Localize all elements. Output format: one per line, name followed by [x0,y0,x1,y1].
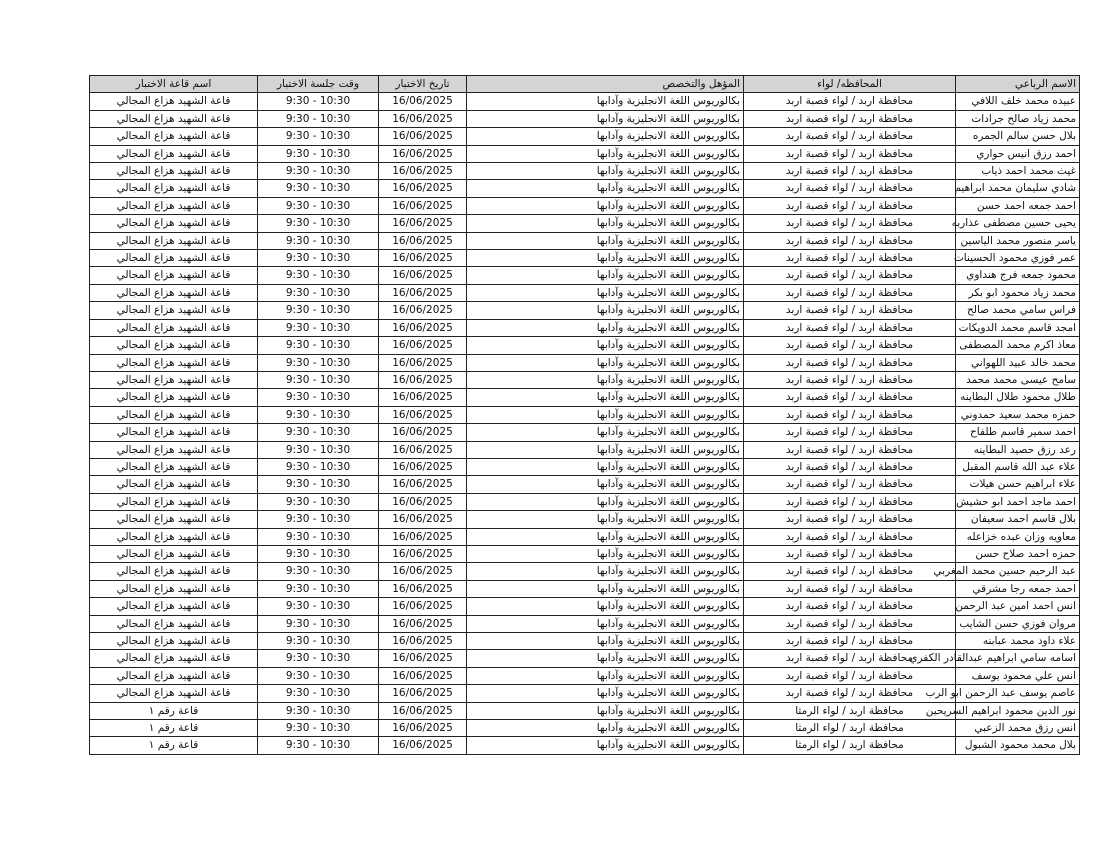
cell-governorate: محافظة اربد / لواء الرمثا [744,702,956,719]
cell-date: 16/06/2025 [379,650,467,667]
table-row [90,458,1080,475]
cell-governorate: محافظة اربد / لواء قصبة اربد [744,528,956,545]
cell-governorate: محافظة اربد / لواء قصبة اربد [744,145,956,162]
cell-room: قاعة الشهيد هزاع المجالي [90,232,258,249]
cell-governorate: محافظة اربد / لواء قصبة اربد [744,267,956,284]
table-row [90,598,1080,615]
cell-room: قاعة الشهيد هزاع المجالي [90,685,258,702]
table-row [90,180,1080,197]
cell-date: 16/06/2025 [379,302,467,319]
table-row [90,371,1080,388]
table-row [90,197,1080,214]
cell-qualification: بكالوريوس اللغة الانجليزية وآدابها [467,702,744,719]
cell-time: 9:30 - 10:30 [258,163,379,180]
cell-name: انس علي محمود يوسف [956,667,1080,684]
cell-name: مروان فوزي حسن الشايب [956,615,1080,632]
cell-time: 9:30 - 10:30 [258,93,379,110]
cell-room: قاعة الشهيد هزاع المجالي [90,528,258,545]
cell-room: قاعة الشهيد هزاع المجالي [90,476,258,493]
cell-name: احمد سمير قاسم طلفاح [956,424,1080,441]
cell-room: قاعة الشهيد هزاع المجالي [90,319,258,336]
header-governorate: المحافظه/ لواء [744,76,956,93]
exam-roster-sheet [89,75,1079,755]
cell-qualification: بكالوريوس اللغة الانجليزية وآدابها [467,615,744,632]
cell-time: 9:30 - 10:30 [258,145,379,162]
cell-qualification: بكالوريوس اللغة الانجليزية وآدابها [467,110,744,127]
cell-room: قاعة الشهيد هزاع المجالي [90,493,258,510]
cell-time: 9:30 - 10:30 [258,528,379,545]
cell-qualification: بكالوريوس اللغة الانجليزية وآدابها [467,493,744,510]
cell-room: قاعة الشهيد هزاع المجالي [90,563,258,580]
cell-governorate: محافظة اربد / لواء قصبة اربد [744,197,956,214]
cell-room: قاعة الشهيد هزاع المجالي [90,424,258,441]
cell-qualification: بكالوريوس اللغة الانجليزية وآدابها [467,284,744,301]
cell-qualification: بكالوريوس اللغة الانجليزية وآدابها [467,302,744,319]
cell-time: 9:30 - 10:30 [258,720,379,737]
cell-governorate: محافظة اربد / لواء قصبة اربد [744,163,956,180]
cell-room: قاعة الشهيد هزاع المجالي [90,302,258,319]
cell-date: 16/06/2025 [379,685,467,702]
cell-name: احمد رزق انيس حواري [956,145,1080,162]
cell-qualification: بكالوريوس اللغة الانجليزية وآدابها [467,441,744,458]
cell-room: قاعة الشهيد هزاع المجالي [90,406,258,423]
cell-time: 9:30 - 10:30 [258,232,379,249]
cell-date: 16/06/2025 [379,720,467,737]
cell-governorate: محافظة اربد / لواء قصبة اربد [744,615,956,632]
cell-date: 16/06/2025 [379,563,467,580]
cell-name: علاء ابراهيم حسن هيلات [956,476,1080,493]
cell-time: 9:30 - 10:30 [258,476,379,493]
cell-date: 16/06/2025 [379,406,467,423]
cell-qualification: بكالوريوس اللغة الانجليزية وآدابها [467,720,744,737]
table-row [90,580,1080,597]
cell-name: اسامه سامي ابراهيم عبدالقادر الكفري [956,650,1080,667]
cell-time: 9:30 - 10:30 [258,284,379,301]
cell-qualification: بكالوريوس اللغة الانجليزية وآدابها [467,406,744,423]
cell-time: 9:30 - 10:30 [258,650,379,667]
cell-name: علاء داود محمد عبابنه [956,633,1080,650]
table-row [90,215,1080,232]
cell-qualification: بكالوريوس اللغة الانجليزية وآدابها [467,128,744,145]
cell-name: سامح عيسى محمد محمد [956,371,1080,388]
table-row [90,493,1080,510]
table-row [90,563,1080,580]
cell-date: 16/06/2025 [379,93,467,110]
table-row [90,128,1080,145]
cell-name: بلال محمد محمود الشبول [956,737,1080,754]
cell-room: قاعة رقم ١ [90,720,258,737]
table-row [90,145,1080,162]
cell-governorate: محافظة اربد / لواء قصبة اربد [744,650,956,667]
header-row [90,76,1080,93]
cell-governorate: محافظة اربد / لواء قصبة اربد [744,580,956,597]
table-row [90,720,1080,737]
table-row [90,389,1080,406]
cell-room: قاعة الشهيد هزاع المجالي [90,354,258,371]
cell-room: قاعة الشهيد هزاع المجالي [90,511,258,528]
cell-time: 9:30 - 10:30 [258,458,379,475]
cell-governorate: محافظة اربد / لواء قصبة اربد [744,667,956,684]
cell-room: قاعة الشهيد هزاع المجالي [90,545,258,562]
cell-room: قاعة الشهيد هزاع المجالي [90,371,258,388]
cell-room: قاعة الشهيد هزاع المجالي [90,110,258,127]
cell-room: قاعة الشهيد هزاع المجالي [90,441,258,458]
cell-date: 16/06/2025 [379,337,467,354]
cell-date: 16/06/2025 [379,371,467,388]
table-row [90,615,1080,632]
table-row [90,667,1080,684]
cell-qualification: بكالوريوس اللغة الانجليزية وآدابها [467,93,744,110]
cell-date: 16/06/2025 [379,354,467,371]
cell-date: 16/06/2025 [379,667,467,684]
table-row [90,650,1080,667]
cell-governorate: محافظة اربد / لواء قصبة اربد [744,337,956,354]
table-row [90,267,1080,284]
cell-name: عاصم يوسف عبد الرحمن ابو الرب [956,685,1080,702]
cell-time: 9:30 - 10:30 [258,267,379,284]
table-row [90,250,1080,267]
cell-date: 16/06/2025 [379,511,467,528]
cell-governorate: محافظة اربد / لواء قصبة اربد [744,319,956,336]
cell-governorate: محافظة اربد / لواء قصبة اربد [744,128,956,145]
cell-time: 9:30 - 10:30 [258,128,379,145]
cell-room: قاعة الشهيد هزاع المجالي [90,267,258,284]
cell-room: قاعة الشهيد هزاع المجالي [90,93,258,110]
table-row [90,406,1080,423]
cell-qualification: بكالوريوس اللغة الانجليزية وآدابها [467,737,744,754]
cell-room: قاعة رقم ١ [90,702,258,719]
cell-name: حمزه محمد سعيد حمدوني [956,406,1080,423]
cell-time: 9:30 - 10:30 [258,667,379,684]
cell-governorate: محافظة اربد / لواء قصبة اربد [744,354,956,371]
cell-name: محمد خالد عبيد اللهواني [956,354,1080,371]
table-row [90,702,1080,719]
cell-governorate: محافظة اربد / لواء قصبة اربد [744,563,956,580]
header-name: الاسم الرباعي [956,76,1080,93]
cell-date: 16/06/2025 [379,441,467,458]
cell-room: قاعة الشهيد هزاع المجالي [90,337,258,354]
exam-roster-table [89,75,1080,755]
cell-name: انس احمد امين عبد الرحمن [956,598,1080,615]
table-row [90,424,1080,441]
cell-date: 16/06/2025 [379,633,467,650]
header-qualification: المؤهل والتخصص [467,76,744,93]
cell-time: 9:30 - 10:30 [258,545,379,562]
cell-name: معاذ اكرم محمد المصطفى [956,337,1080,354]
cell-governorate: محافظة اربد / لواء قصبة اربد [744,232,956,249]
cell-time: 9:30 - 10:30 [258,511,379,528]
cell-name: امجد قاسم محمد الدويكات [956,319,1080,336]
cell-governorate: محافظة اربد / لواء قصبة اربد [744,598,956,615]
cell-date: 16/06/2025 [379,476,467,493]
cell-name: غيث محمد احمد ذياب [956,163,1080,180]
table-row [90,633,1080,650]
cell-qualification: بكالوريوس اللغة الانجليزية وآدابها [467,528,744,545]
cell-governorate: محافظة اربد / لواء قصبة اربد [744,424,956,441]
cell-name: حمزه احمد صلاح حسن [956,545,1080,562]
table-row [90,93,1080,110]
cell-time: 9:30 - 10:30 [258,197,379,214]
cell-time: 9:30 - 10:30 [258,319,379,336]
cell-governorate: محافظة اربد / لواء قصبة اربد [744,406,956,423]
cell-time: 9:30 - 10:30 [258,685,379,702]
cell-governorate: محافظة اربد / لواء قصبة اربد [744,110,956,127]
cell-qualification: بكالوريوس اللغة الانجليزية وآدابها [467,545,744,562]
table-row [90,685,1080,702]
table-row [90,354,1080,371]
cell-qualification: بكالوريوس اللغة الانجليزية وآدابها [467,250,744,267]
cell-qualification: بكالوريوس اللغة الانجليزية وآدابها [467,667,744,684]
cell-name: شادي سليمان محمد ابراهيم [956,180,1080,197]
cell-date: 16/06/2025 [379,702,467,719]
cell-name: يحيى حسين مصطفى عذاربه [956,215,1080,232]
cell-date: 16/06/2025 [379,197,467,214]
cell-qualification: بكالوريوس اللغة الانجليزية وآدابها [467,145,744,162]
header-room: اسم قاعة الاختبار [90,76,258,93]
cell-date: 16/06/2025 [379,458,467,475]
cell-date: 16/06/2025 [379,528,467,545]
cell-name: معاويه وزان عبده خزاعله [956,528,1080,545]
cell-time: 9:30 - 10:30 [258,702,379,719]
cell-room: قاعة الشهيد هزاع المجالي [90,615,258,632]
cell-date: 16/06/2025 [379,267,467,284]
table-row [90,110,1080,127]
table-row [90,302,1080,319]
cell-qualification: بكالوريوس اللغة الانجليزية وآدابها [467,633,744,650]
cell-room: قاعة الشهيد هزاع المجالي [90,650,258,667]
cell-room: قاعة الشهيد هزاع المجالي [90,163,258,180]
cell-name: عبد الرحيم حسين محمد المغربي [956,563,1080,580]
table-row [90,337,1080,354]
cell-date: 16/06/2025 [379,615,467,632]
cell-governorate: محافظة اربد / لواء قصبة اربد [744,633,956,650]
cell-date: 16/06/2025 [379,424,467,441]
cell-date: 16/06/2025 [379,545,467,562]
cell-room: قاعة الشهيد هزاع المجالي [90,197,258,214]
cell-governorate: محافظة اربد / لواء قصبة اربد [744,250,956,267]
cell-date: 16/06/2025 [379,215,467,232]
cell-governorate: محافظة اربد / لواء قصبة اربد [744,302,956,319]
cell-time: 9:30 - 10:30 [258,615,379,632]
cell-room: قاعة الشهيد هزاع المجالي [90,598,258,615]
table-row [90,163,1080,180]
cell-date: 16/06/2025 [379,232,467,249]
cell-time: 9:30 - 10:30 [258,302,379,319]
cell-time: 9:30 - 10:30 [258,406,379,423]
cell-governorate: محافظة اربد / لواء قصبة اربد [744,389,956,406]
table-row [90,545,1080,562]
cell-date: 16/06/2025 [379,250,467,267]
cell-time: 9:30 - 10:30 [258,633,379,650]
cell-name: طلال محمود طلال البطاينه [956,389,1080,406]
cell-date: 16/06/2025 [379,598,467,615]
cell-room: قاعة الشهيد هزاع المجالي [90,128,258,145]
cell-governorate: محافظة اربد / لواء قصبة اربد [744,458,956,475]
cell-room: قاعة الشهيد هزاع المجالي [90,389,258,406]
cell-qualification: بكالوريوس اللغة الانجليزية وآدابها [467,650,744,667]
cell-time: 9:30 - 10:30 [258,180,379,197]
cell-room: قاعة الشهيد هزاع المجالي [90,580,258,597]
cell-time: 9:30 - 10:30 [258,354,379,371]
table-header [90,76,1080,93]
cell-qualification: بكالوريوس اللغة الانجليزية وآدابها [467,319,744,336]
cell-governorate: محافظة اربد / لواء قصبة اربد [744,371,956,388]
cell-date: 16/06/2025 [379,493,467,510]
cell-qualification: بكالوريوس اللغة الانجليزية وآدابها [467,563,744,580]
cell-date: 16/06/2025 [379,180,467,197]
cell-qualification: بكالوريوس اللغة الانجليزية وآدابها [467,371,744,388]
cell-room: قاعة الشهيد هزاع المجالي [90,180,258,197]
table-row [90,511,1080,528]
cell-room: قاعة الشهيد هزاع المجالي [90,667,258,684]
table-row [90,284,1080,301]
cell-name: فراس سامي محمد صالح [956,302,1080,319]
cell-qualification: بكالوريوس اللغة الانجليزية وآدابها [467,598,744,615]
cell-qualification: بكالوريوس اللغة الانجليزية وآدابها [467,685,744,702]
cell-name: احمد جمعه رجا مشرقي [956,580,1080,597]
cell-governorate: محافظة اربد / لواء قصبة اربد [744,284,956,301]
cell-date: 16/06/2025 [379,319,467,336]
cell-qualification: بكالوريوس اللغة الانجليزية وآدابها [467,424,744,441]
cell-name: انس رزق محمد الزعبي [956,720,1080,737]
cell-name: رعد رزق حصيد البطاينه [956,441,1080,458]
cell-qualification: بكالوريوس اللغة الانجليزية وآدابها [467,180,744,197]
cell-name: بلال حسن سالم الجمره [956,128,1080,145]
cell-time: 9:30 - 10:30 [258,250,379,267]
cell-date: 16/06/2025 [379,284,467,301]
cell-time: 9:30 - 10:30 [258,563,379,580]
cell-qualification: بكالوريوس اللغة الانجليزية وآدابها [467,476,744,493]
cell-governorate: محافظة اربد / لواء قصبة اربد [744,511,956,528]
table-row [90,528,1080,545]
cell-room: قاعة الشهيد هزاع المجالي [90,250,258,267]
cell-time: 9:30 - 10:30 [258,598,379,615]
cell-qualification: بكالوريوس اللغة الانجليزية وآدابها [467,458,744,475]
header-date: تاريخ الاختبار [379,76,467,93]
cell-time: 9:30 - 10:30 [258,493,379,510]
cell-qualification: بكالوريوس اللغة الانجليزية وآدابها [467,337,744,354]
cell-date: 16/06/2025 [379,128,467,145]
cell-name: ياسر منصور محمد الياسين [956,232,1080,249]
header-time: وقت جلسة الاختبار [258,76,379,93]
cell-date: 16/06/2025 [379,145,467,162]
cell-time: 9:30 - 10:30 [258,737,379,754]
cell-governorate: محافظة اربد / لواء قصبة اربد [744,180,956,197]
cell-time: 9:30 - 10:30 [258,215,379,232]
cell-qualification: بكالوريوس اللغة الانجليزية وآدابها [467,197,744,214]
cell-room: قاعة الشهيد هزاع المجالي [90,215,258,232]
table-row [90,441,1080,458]
cell-qualification: بكالوريوس اللغة الانجليزية وآدابها [467,580,744,597]
cell-qualification: بكالوريوس اللغة الانجليزية وآدابها [467,354,744,371]
cell-date: 16/06/2025 [379,163,467,180]
cell-qualification: بكالوريوس اللغة الانجليزية وآدابها [467,163,744,180]
cell-name: احمد جمعه احمد حسن [956,197,1080,214]
table-row [90,737,1080,754]
cell-room: قاعة الشهيد هزاع المجالي [90,458,258,475]
cell-governorate: محافظة اربد / لواء قصبة اربد [744,441,956,458]
cell-room: قاعة الشهيد هزاع المجالي [90,633,258,650]
cell-qualification: بكالوريوس اللغة الانجليزية وآدابها [467,232,744,249]
cell-room: قاعة رقم ١ [90,737,258,754]
cell-governorate: محافظة اربد / لواء الرمثا [744,737,956,754]
cell-name: بلال قاسم احمد سعيفان [956,511,1080,528]
cell-name: عمر فوزي محمود الحسينات [956,250,1080,267]
cell-time: 9:30 - 10:30 [258,371,379,388]
cell-governorate: محافظة اربد / لواء قصبة اربد [744,493,956,510]
cell-qualification: بكالوريوس اللغة الانجليزية وآدابها [467,511,744,528]
cell-room: قاعة الشهيد هزاع المجالي [90,284,258,301]
cell-time: 9:30 - 10:30 [258,424,379,441]
cell-name: علاء عبد الله قاسم المقبل [956,458,1080,475]
cell-time: 9:30 - 10:30 [258,580,379,597]
cell-name: محمد زياد صالح جرادات [956,110,1080,127]
table-row [90,319,1080,336]
cell-date: 16/06/2025 [379,580,467,597]
cell-governorate: محافظة اربد / لواء الرمثا [744,720,956,737]
cell-qualification: بكالوريوس اللغة الانجليزية وآدابها [467,215,744,232]
cell-qualification: بكالوريوس اللغة الانجليزية وآدابها [467,267,744,284]
cell-time: 9:30 - 10:30 [258,389,379,406]
cell-time: 9:30 - 10:30 [258,441,379,458]
table-row [90,476,1080,493]
cell-time: 9:30 - 10:30 [258,110,379,127]
cell-name: محمود جمعه فرج هنداوي [956,267,1080,284]
cell-governorate: محافظة اربد / لواء قصبة اربد [744,545,956,562]
cell-room: قاعة الشهيد هزاع المجالي [90,145,258,162]
cell-time: 9:30 - 10:30 [258,337,379,354]
table-body [90,93,1080,754]
cell-date: 16/06/2025 [379,737,467,754]
cell-name: احمد ماجد احمد ابو حشيش [956,493,1080,510]
cell-date: 16/06/2025 [379,110,467,127]
cell-qualification: بكالوريوس اللغة الانجليزية وآدابها [467,389,744,406]
cell-governorate: محافظة اربد / لواء قصبة اربد [744,685,956,702]
cell-name: نور الدين محمود ابراهيم السريحين [956,702,1080,719]
cell-name: محمد زياد محمود ابو بكر [956,284,1080,301]
cell-date: 16/06/2025 [379,389,467,406]
cell-governorate: محافظة اربد / لواء قصبة اربد [744,215,956,232]
cell-governorate: محافظة اربد / لواء قصبة اربد [744,93,956,110]
table-row [90,232,1080,249]
cell-name: عبيده محمد خلف اللافي [956,93,1080,110]
cell-governorate: محافظة اربد / لواء قصبة اربد [744,476,956,493]
